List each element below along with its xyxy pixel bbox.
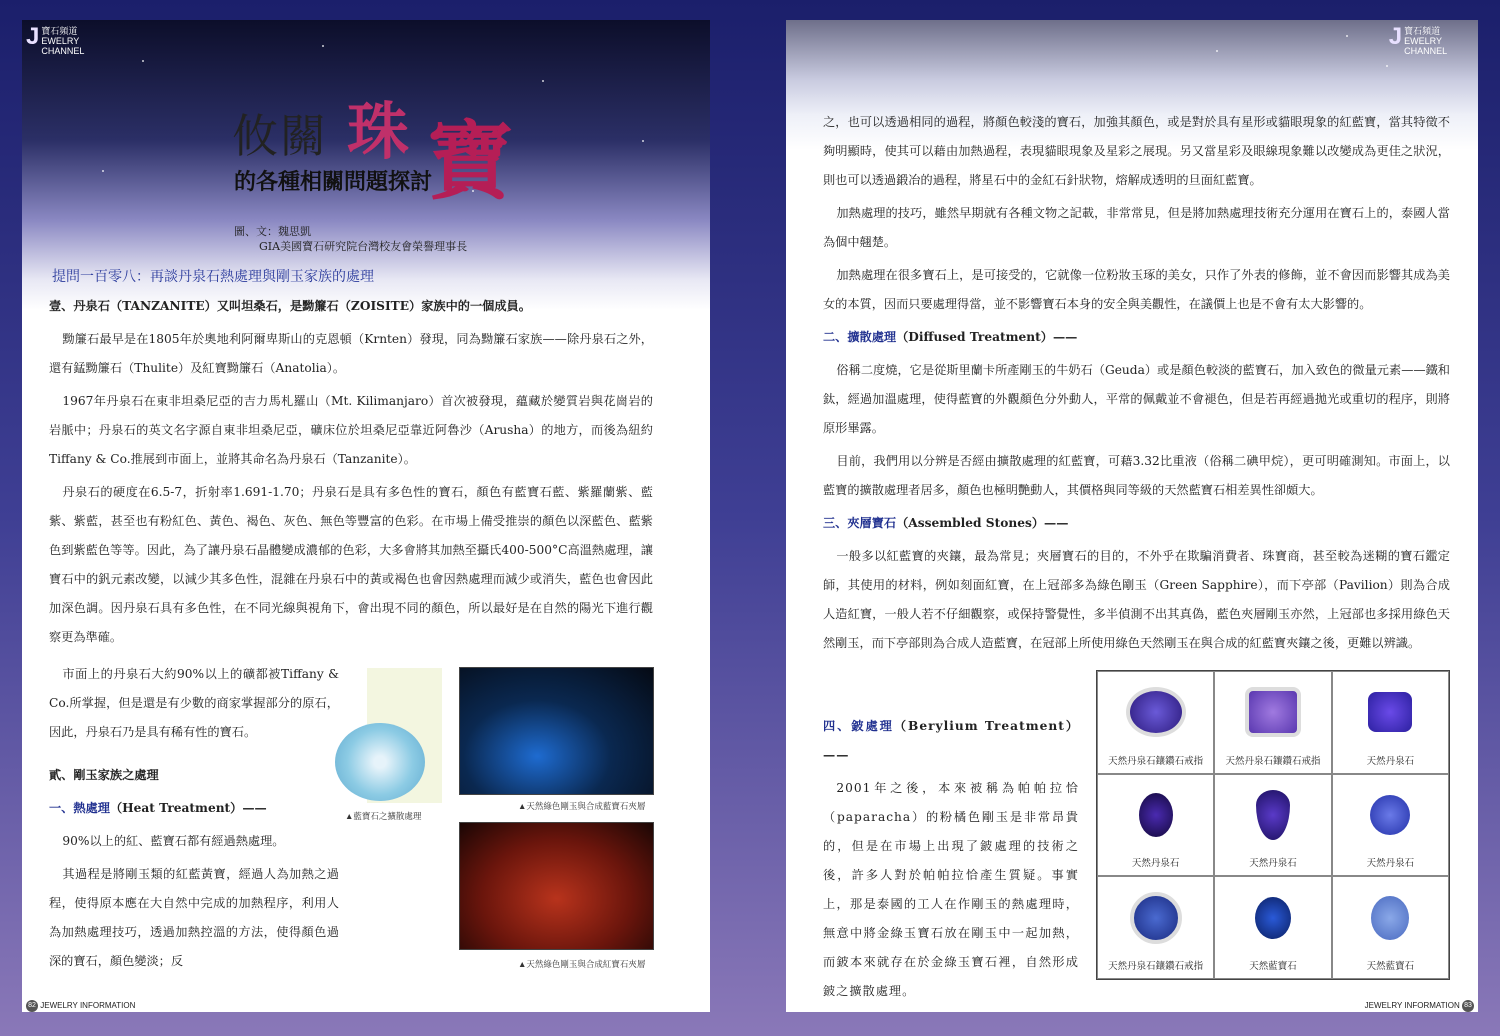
- article-subtitle: 的各種相關問題探討: [234, 169, 433, 195]
- gem-cell: 天然丹泉石鑲鑽石戒指: [1214, 671, 1331, 774]
- article-body-top: 壹、丹泉石（TANZANITE）又叫坦桑石，是黝簾石（ZOISITE）家族中的一個成員。 黝簾石最早是在1805年於奧地利阿爾卑斯山的克恩頓（Krnten）發現，同為黝簾石家族——除丹泉石之外，還有錳黝簾石（Thulite）及紅寶黝簾石（Anatolia）。 1967年丹泉石在東非坦桑尼亞的吉力馬札羅山（Mt. Kilimanjaro）首次被發現，蘊藏於變質岩與花崗岩的岩脈中；丹泉石的英文名字源自東非坦桑尼亞，礦床位於坦桑尼亞靠近阿魯沙（Arusha）的地方，而後為紐約Tiffany & Co.推展到市面上，並將其命名為丹泉石（Tanzanite）。 丹泉石的硬度在6.5-7，折射率1.691-1.70；丹泉石是具有多色性的寶石，顏色有藍寶石藍、紫羅蘭紫、藍紫、紫藍，甚至也有粉紅色、黃色、褐色、灰色、無色等豐富的色彩。在市場上備受推崇的顏色以深藍色、藍紫色到紫藍色等等。因此，為了讓丹泉石晶體變成濃郁的色彩，大多會將其加熱至攝氏400-500°C高溫熱處理，讓寶石中的釩元素改變，以減少其多色性，混雜在丹泉石中的黃或褐色也會因熱處理而減少或消失，藍色也會因此加深色調。因丹泉石具有多色性，在不同光線與視角下，會出現不同的顏色，所以最好是在自然的陽光下進行觀察更為準確。: [49, 299, 653, 644]
- sapphire-image: [1255, 897, 1291, 939]
- gem-cell: 天然丹泉石: [1214, 774, 1331, 877]
- page-footer: JEWELRY INFORMATION 83: [1365, 1000, 1474, 1012]
- gem-cell: 天然丹泉石鑲鑽石戒指: [1097, 876, 1214, 979]
- magazine-brand: J 寶石頻道 EWELRY CHANNEL: [26, 23, 85, 56]
- page-footer: 82 JEWELRY INFORMATION: [26, 1000, 135, 1012]
- tanzanite-ring-image: [1130, 892, 1182, 944]
- right-page: [786, 20, 1478, 1012]
- tanzanite-ring-image: [1245, 687, 1301, 737]
- star-decoration: [322, 45, 324, 47]
- magazine-brand: J 寶石頻道 EWELRY CHANNEL: [1388, 23, 1448, 56]
- gem-cell: 天然藍寶石: [1332, 876, 1449, 979]
- star-decoration: [542, 80, 544, 82]
- gem-cell: 天然丹泉石: [1332, 671, 1449, 774]
- red-doublet-photo: [459, 822, 654, 950]
- gem-cell: 天然丹泉石: [1097, 774, 1214, 877]
- star-decoration: [1346, 35, 1348, 37]
- star-decoration: [102, 170, 104, 172]
- sapphire-image: [1371, 896, 1409, 940]
- right-body-bottom: 四、鈹處理（Berylium Treatment）—— 2001年之後，本來被稱為帕帕拉恰（paparacha）的粉橘色剛玉是非常昂貴的，但是在市場上出現了鈹處理的技術之後，許多人對於帕帕拉恰產生質疑。事實上，那是泰國的工人在作剛玉的熱處理時，無意中將金綠玉寶石放在剛玉中一起加熱，而鈹本來就存在於金綠玉寶石裡，自然形成鈹之擴散處理。: [823, 719, 1080, 998]
- right-body-top: 之，也可以透過相同的過程，將顏色較淺的寶石，加強其顏色，或是對於具有星形或貓眼現象的紅藍寶，當其特徵不夠明顯時，使其可以藉由加熱過程，表現貓眼現象及星彩之展現。另又當星彩及眼線現象難以改變成為更佳之狀況，則也可以透過鍛冶的過程，將星石中的金紅石針狀物，熔解成透明的旦面紅藍寶。 加熱處理的技巧，雖然早期就有各種文物之記載，非常常見，但是將加熱處理技術充分運用在寶石上的，泰國人當為個中翹楚。 加熱處理在很多寶石上，是可接受的，它就像一位粉妝玉琢的美女，只作了外表的修飾，並不會因而影響其成為美女的本質，因而只要處理得當，並不影響寶石本身的安全與美觀性，在議價上也是不會有太大影響的。 二、擴散處理（Diffused Treatment）—— 俗稱二度燒，它是從斯里蘭卡所產剛玉的牛奶石（Geuda）或是顏色較淡的藍寶石，加入致色的微量元素——鐵和鈦，經過加溫處理，使得藍寶的外觀顏色分外動人，平常的佩戴並不會褪色，但是若再經過拋光或重切的程序，則將原形畢露。 目前，我們用以分辨是否經由擴散處理的紅藍寶，可藉3.32比重液（俗稱二碘甲烷），更可明確測知。市面上，以藍寶的擴散處理者居多，顏色也極明艷動人，其價格與同等級的天然藍寶石相差異性卻頗大。 三、夾層寶石（Assembled Stones）—— 一般多以紅藍寶的夾鑲，最為常見；夾層寶石的目的，不外乎在欺騙消費者、珠寶商，甚至較為迷糊的寶石鑑定師，其使用的材料，例如刻面紅寶，在上冠部多為綠色剛玉（Green Sapphire），而下亭部（Pavilion）則為合成人造紅寶，一般人若不仔細觀察，或保持警覺性，多半偵測不出其真偽，藍色夾層剛玉亦然，上冠部也多採用綠色天然剛玉，而下亭部則為合成人造藍寶，在冠部上所使用綠色天然剛玉在與合成的紅藍寶夾鑲之後，更難以辨識。: [823, 115, 1450, 650]
- star-decoration: [1216, 50, 1218, 52]
- article-title-zhu: 珠: [347, 95, 410, 168]
- gem-cell: 天然藍寶石: [1214, 876, 1331, 979]
- article-title-bao: 寶: [427, 111, 513, 212]
- tanzanite-pear-image: [1256, 790, 1290, 840]
- question-title: 提問一百零八：再談丹泉石熱處理與剛玉家族的處理: [52, 268, 374, 284]
- caption-diffusion: ▲藍寶石之擴散處理: [345, 811, 422, 821]
- left-page: [22, 20, 710, 1012]
- tanzanite-image: [1370, 795, 1410, 835]
- gem-cell: 天然丹泉石: [1332, 774, 1449, 877]
- caption-red-doublet: ▲天然綠色剛玉與合成紅寶石夾層: [518, 959, 646, 969]
- gem-cell: 天然丹泉石鑲鑽石戒指: [1097, 671, 1214, 774]
- tanzanite-image: [1139, 793, 1173, 837]
- article-title-prefix: 攸關: [232, 109, 328, 163]
- gem-photo-grid: [1096, 670, 1450, 980]
- page-number: 83: [1462, 1000, 1474, 1012]
- star-decoration: [142, 60, 144, 62]
- blue-doublet-photo: [459, 667, 654, 795]
- star-decoration: [642, 140, 644, 142]
- star-decoration: [1386, 65, 1388, 67]
- page-number: 82: [26, 1000, 38, 1012]
- tanzanite-image: [1368, 692, 1412, 732]
- byline: 圖、文：魏思凱 GIA美國寶石研究院台灣校友會榮譽理事長: [234, 225, 468, 253]
- article-body-bottom: 市面上的丹泉石大約90%以上的礦都被Tiffany & Co.所掌握，但是還是有少數的商家掌握部分的原石，因此，丹泉石乃是具有稀有性的寶石。 貳、剛玉家族之處理 一、熱處理（Heat Treatment）—— 90%以上的紅、藍寶石都有經過熱處理。 其過程是將剛玉類的紅藍黃寶，經過人為加熱之過程，使得原本應在大自然中完成的加熱程序，利用人為加熱處理技巧，透過加熱控溫的方法，使得顏色過深的寶石，顏色變淡；反: [49, 667, 339, 968]
- diffusion-sapphire-photo: [367, 668, 442, 803]
- tanzanite-ring-image: [1126, 687, 1186, 737]
- caption-blue-doublet: ▲天然綠色剛玉與合成藍寶石夾層: [518, 801, 646, 811]
